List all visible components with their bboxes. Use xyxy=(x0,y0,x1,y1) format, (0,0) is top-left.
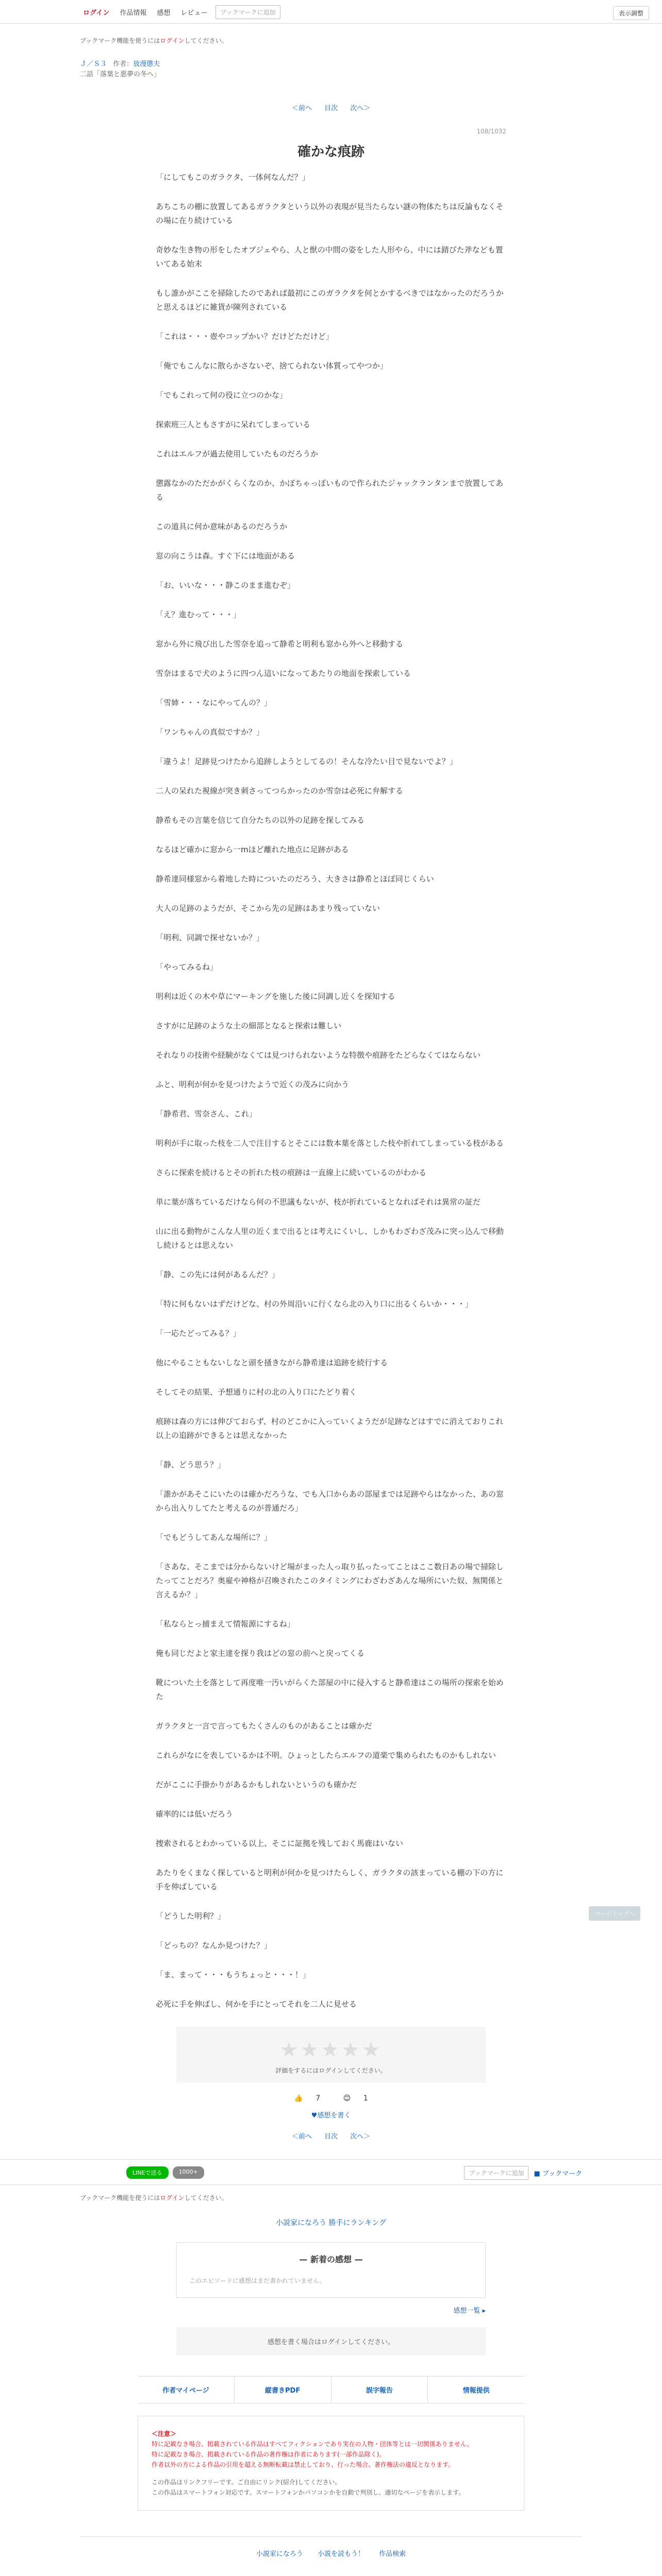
reaction-thumbs-up[interactable] xyxy=(289,2094,325,2103)
prev-link[interactable]: ＜前へ xyxy=(291,105,312,112)
chapter-title: 二話「落葉と悪夢の冬へ」 xyxy=(80,71,161,78)
body-paragraph: 「お、いいな・・・静このまま進むぞ」 xyxy=(156,581,295,590)
series-link[interactable]: Ｊ／Ｓ３ xyxy=(80,60,107,68)
body-paragraph: さらに探索を続けるとその折れた枝の痕跡は一直線上に続いているのがわかる xyxy=(156,1168,427,1177)
next-link[interactable]: 次へ＞ xyxy=(350,105,371,112)
prev-link[interactable]: ＜前へ xyxy=(291,2133,312,2141)
body-paragraph: 「ま、まって・・・もうちょっと・・・！」 xyxy=(156,1970,311,1979)
vertical-pdf-link[interactable]: 縦書きPDF xyxy=(235,2377,332,2403)
reaction-smile[interactable] xyxy=(338,2094,373,2103)
body-paragraph: 「にしてもこのガラクタ、一体何なんだ？」 xyxy=(156,173,310,182)
body-paragraph: 痕跡は森の方には伸びておらず、村のどこかに入っていくようだが足跡などはすでに消えておりこれ以上の追跡ができるとは思えなかった xyxy=(156,1417,504,1440)
body-paragraph: もし誰かがここを掃除したのであれば最初にこのガラクタを何とかするべきではなかったのだろうかと思えるほどに雑貨が陳列されている xyxy=(156,289,504,312)
rating-stars[interactable]: ★★★★★ xyxy=(279,2038,383,2062)
top-bar-inner xyxy=(80,0,643,24)
body-paragraph: 窓から外に飛び出した雪奈を追って静希と明利も窓から外へと移動する xyxy=(156,639,404,649)
body-paragraph: 確率的には低いだろう xyxy=(156,1809,234,1819)
lower-container xyxy=(80,2193,582,2228)
notice-prefix: ブックマーク機能を使うには xyxy=(80,2194,160,2201)
menu-reviews[interactable]: レビュー xyxy=(180,9,208,17)
caution-box xyxy=(138,2416,524,2511)
smile-icon: 😊 xyxy=(343,2094,351,2103)
body-paragraph: 「さあな、そこまでは分からないけど場がまった人っ取り払ったってことはここ数日あの場で掃除したってことだろ？奥雇や神格が召喚されたこのタイミングにわざわざあんな場所にいた奴、無関係と言えるか？」 xyxy=(156,1562,504,1599)
author-mypage-link[interactable]: 作者マイページ xyxy=(138,2377,235,2403)
episode-main xyxy=(156,128,506,2011)
caution-line: この作品はスマートフォン対応です。スマートフォンかパソコンかを自動で判別し、適切なページを表示します。 xyxy=(152,2489,465,2496)
menu-work-info[interactable]: 作品情報 xyxy=(120,9,147,17)
bookmark-add-button[interactable]: ブックマークに追加 xyxy=(216,5,280,19)
body-paragraph: 「やってみるね」 xyxy=(156,962,218,972)
footer-link-yomou[interactable]: 小説を読もう！ xyxy=(317,2550,365,2558)
new-impressions-box xyxy=(176,2242,486,2298)
body-paragraph: あちこちの棚に放置してあるガラクタという以外の表現が見当たらない謎の物体たちは反論もなくその場に在り続けている xyxy=(156,202,504,225)
footer-link-narou[interactable]: 小説家になろう xyxy=(256,2550,303,2558)
body-paragraph: 「一応たどってみる？」 xyxy=(156,1329,241,1338)
body-paragraph: だがここに手掛かりがあるかもしれないというのも確かだ xyxy=(156,1780,357,1789)
body-paragraph: 「違うよ！足跡見つけたから追跡しようとしてるの！そんな冷たい目で見ないでよ？」 xyxy=(156,757,458,766)
body-paragraph: 「どっちの？なんか見つけた？」 xyxy=(156,1941,272,1950)
menu-impressions[interactable]: 感想 xyxy=(157,9,171,17)
toc-link[interactable]: 目次 xyxy=(324,2133,338,2141)
typo-report-link[interactable]: 誤字報告 xyxy=(332,2377,428,2403)
caution-head: ＜注意＞ xyxy=(152,2430,177,2437)
body-paragraph: 単に葉が落ちているだけなら何の不思議もないが、枝が折れているとなればそれは異常の証だ xyxy=(156,1197,481,1207)
body-paragraph: 必死に手を伸ばし、何かを手にとってそれを二人に見せる xyxy=(156,1999,357,2009)
body-paragraph: 明利は近くの木や草にマーキングを施した後に同調し近くを探知する xyxy=(156,992,395,1001)
display-settings-button[interactable]: 表示調整 xyxy=(613,6,649,20)
body-paragraph: 窓の向こうは森。すぐ下には地面がある xyxy=(156,551,295,561)
body-paragraph: 懲露なかのただかがくらくなのか、かぼちゃっぽいもので作られたジャックランタンまで放置してある xyxy=(156,479,504,502)
count-badge[interactable]: 1000+ xyxy=(173,2166,204,2179)
body-paragraph: 探索班三人ともさすがに呆れてしまっている xyxy=(156,420,311,429)
body-paragraph: 山に出る動物がこんな人里の近くまで出るとは考えにくいし、しかもわざわざ茂みに突っ込んで移動し続けるとは思えない xyxy=(156,1227,504,1250)
login-link[interactable]: ログイン xyxy=(83,9,110,17)
body-paragraph: この道具に何か意味があるのだろうか xyxy=(156,522,288,531)
author-label: 作者： xyxy=(113,60,134,68)
caution-line: この作品はリンクフリーです。ご自由にリンク(紹介)してください。 xyxy=(152,2479,341,2486)
caution-line: 特に記載なき場合、掲載されている作品はすべてフィクションであり実在の人物・団体等とは一切関係ありません。 xyxy=(152,2441,473,2448)
new-impressions-title: — 新着の感想 — xyxy=(299,2255,363,2264)
reaction-count: 1 xyxy=(363,2094,368,2103)
body-paragraph: 「俺でもこんなに散らかさないぞ、捨てられない体質ってやつか」 xyxy=(156,361,388,370)
body-paragraph: 静希達同様窓から着地した時についたのだろう、大きさは静希とほぼ同じくらい xyxy=(156,874,434,884)
pager-bottom xyxy=(0,2131,662,2141)
body-paragraph: さすがに足跡のような土の細部となると探索は難しい xyxy=(156,1021,342,1030)
body-paragraph: それなりの技術や経験がなくては見つけられないような特徴や痕跡をたどらなくてはならない xyxy=(156,1050,481,1060)
footer-link-search[interactable]: 作品検索 xyxy=(379,2550,406,2558)
body-paragraph: 二人の呆れた視線が突き刺さってつらかったのか雪奈は必死に弁解する xyxy=(156,786,404,795)
caution-line: 特に記載なき場合、掲載されている作品の著作権は作者にあります(一部作品除く)。 xyxy=(152,2451,386,2458)
body-paragraph: 「でもどうしてあんな場所に？」 xyxy=(156,1533,272,1542)
notice-suffix: してください。 xyxy=(184,37,228,44)
body-paragraph: 明利が手に取った枝を二人で注目するとそこには数本葉を落とした枝や折れてしまっている枝がある xyxy=(156,1139,504,1148)
footer-nav xyxy=(138,2376,524,2403)
info-submit-link[interactable]: 情報提供 xyxy=(462,2387,490,2395)
body-paragraph: なるほど確かに窓から一mほど離れた地点に足跡がある xyxy=(156,845,349,854)
body-paragraph: 「静希君、雪奈さん、これ」 xyxy=(156,1109,257,1118)
author-link[interactable]: 放漫懲夫 xyxy=(133,60,160,68)
body-paragraph: 靴についた土を落として再度唯一汚いがらくた部屋の中に侵入すると静希達はこの場所の探索を始めた xyxy=(156,1678,504,1701)
bookmark-notice xyxy=(80,36,582,45)
bookmark-notice-bottom xyxy=(80,2193,582,2202)
bottom-bar-inner xyxy=(80,2160,582,2185)
body-paragraph: 「私ならとっ捕まえて情報源にするね」 xyxy=(156,1619,295,1629)
body-paragraph: 大人の足跡のようだが、そこから先の足跡はあまり残っていない xyxy=(156,904,380,913)
body-paragraph: 「雪姉・・・なにやってんの？」 xyxy=(156,698,272,707)
body-paragraph: 「どうした明利？」 xyxy=(156,1911,226,1921)
write-impression-link[interactable]: ♥感想を書く xyxy=(311,2112,351,2120)
body-paragraph: これはエルフが過去使用していたものだろうか xyxy=(156,449,319,459)
body-paragraph: 「これは・・・壺やコップかい？だけどただけど」 xyxy=(156,332,334,341)
header-container xyxy=(80,36,582,112)
body-paragraph: 雪奈はまるで犬のように四つん這いになってあたりの地面を探索している xyxy=(156,669,411,678)
body-paragraph: 「誰かがあそこにいたのは確かだろうな、でも入口からあの部屋までは足跡やらはなかった、あの窓から出入りしてたと考えるのが普通だろ」 xyxy=(156,1489,504,1513)
notice-suffix: してください。 xyxy=(184,2194,228,2201)
page-top-button[interactable]: ページトップへ xyxy=(589,1906,640,1921)
body-paragraph: 「でもこれって何の役に立つのかな」 xyxy=(156,391,288,400)
bottom-bar-right xyxy=(464,2166,582,2180)
footer-links xyxy=(80,2536,582,2569)
notice-login-link[interactable]: ログイン xyxy=(160,2194,185,2201)
body-paragraph: これらがなにを表しているかは不明。ひょっとしたらエルフの道楽で集められたものかもしれない xyxy=(156,1751,496,1760)
bookmark-button[interactable]: ■ ブックマーク xyxy=(534,2170,582,2178)
body-paragraph: 「静、この先には何があるんだ？」 xyxy=(156,1270,280,1279)
body-paragraph: 「明利、同調で探せないか？」 xyxy=(156,933,264,942)
body-paragraph: ふと、明利が何かを見つけたようで近くの茂みに向かう xyxy=(156,1080,350,1089)
body-paragraph: 俺も同じだよと家主達を探り我はどの窓の前へと戻ってくる xyxy=(156,1649,365,1658)
rating-note: 評価をするにはログインしてください。 xyxy=(275,2067,387,2074)
next-link[interactable]: 次へ＞ xyxy=(350,2133,371,2141)
top-bar xyxy=(0,0,662,24)
line-share-button[interactable]: LINEで送る xyxy=(126,2166,169,2179)
reactions xyxy=(0,2094,662,2103)
body-paragraph: 静希もその言葉を信じて自分たちの以外の足跡を探してみる xyxy=(156,816,365,825)
no-impressions-text: このエピソードに感想はまだ書かれていません。 xyxy=(189,2277,326,2284)
thumbs-up-icon: 👍 xyxy=(294,2094,303,2103)
toc-link[interactable]: 目次 xyxy=(324,105,338,112)
impressions-list-link[interactable]: 感想一覧 ▸ xyxy=(453,2307,486,2315)
series-info xyxy=(80,59,582,70)
notice-prefix: ブックマーク機能を使うには xyxy=(80,37,160,44)
body-paragraph: 他にやることもないしなと頭を掻きながら静希達は追跡を続行する xyxy=(156,1358,388,1367)
notice-login-link[interactable]: ログイン xyxy=(160,37,185,44)
share-badges xyxy=(126,2166,204,2179)
body-paragraph: ガラクタと一言で言ってもたくさんのものがあることは確かだ xyxy=(156,1721,372,1731)
body-paragraph: 「ワンちゃんの真似ですか？」 xyxy=(156,727,264,737)
body-paragraph: あたりをくまなく探していると明利が何かを見つけたらしく、ガラクタの該まっている棚の下の方に手を伸ばしている xyxy=(156,1868,504,1891)
body-paragraph: そしてその結果、予想通りに村の北の入り口にたどり着く xyxy=(156,1387,357,1397)
body-paragraph: 「え？進むって・・・」 xyxy=(156,610,241,619)
body-paragraph: 捜索されるとわかっている以上、そこに証拠を残しておく馬鹿はいない xyxy=(156,1839,404,1848)
page-number: 108/1032 xyxy=(476,128,506,135)
reaction-count: 7 xyxy=(316,2094,321,2103)
bookmark-add-button[interactable]: ブックマークに追加 xyxy=(464,2166,528,2180)
bottom-bar xyxy=(0,2159,662,2185)
body-paragraph: 「静、どう思う？」 xyxy=(156,1460,226,1469)
caution-line: 作者以外の方による作品の引用を超える無断転載は禁止しており、行った場合、著作権法の違反となります。 xyxy=(152,2461,455,2468)
body-paragraph: 「特に何もないはずだけどな、村の外周沿いに行くなら北の入り口に出るくらいか・・・」 xyxy=(156,1299,473,1309)
rating-box xyxy=(176,2027,486,2083)
episode-title: 確かな痕跡 xyxy=(297,144,365,160)
ranking-link[interactable]: 小説家になろう 勝手にランキング xyxy=(275,2219,387,2227)
body-paragraph: 奇妙な生き物の形をしたオブジェやら、人と獣の中間の姿をした人形やら、中には錆びた斧なども置いてある始末 xyxy=(156,245,503,268)
episode-body xyxy=(156,171,506,2011)
pager-top xyxy=(80,103,582,112)
impression-login-prompt: 感想を書く場合はログインしてください。 xyxy=(176,2327,486,2355)
